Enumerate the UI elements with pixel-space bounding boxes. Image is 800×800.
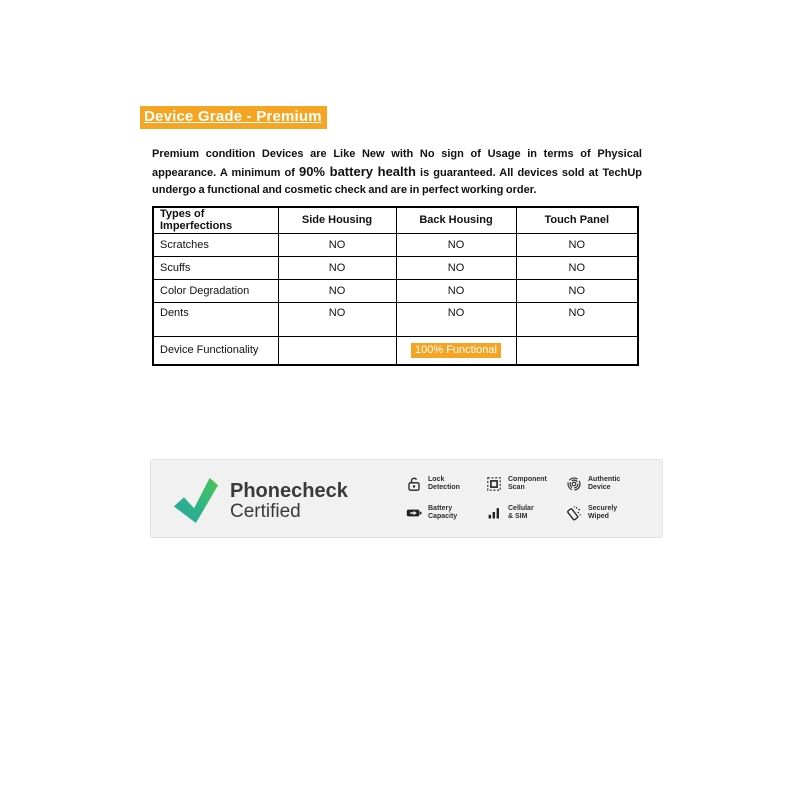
- table-cell: NO: [396, 302, 516, 336]
- row-label: Device Functionality: [153, 336, 278, 365]
- table-cell: NO: [278, 256, 396, 279]
- table-cell: NO: [516, 256, 638, 279]
- table-cell: NO: [396, 279, 516, 302]
- battery-capacity-icon: [406, 505, 422, 521]
- feature-label: Battery Capacity: [428, 504, 458, 520]
- phonecheck-certified-label: Certified: [230, 501, 301, 522]
- feature-authentic-device: [566, 473, 646, 495]
- phonecheck-certified-badge: [150, 459, 663, 538]
- functional-status-badge: 100% Functional: [411, 343, 501, 358]
- authentic-device-icon: [566, 476, 582, 492]
- phonecheck-checkmark-logo: [172, 475, 218, 525]
- table-cell: NO: [516, 279, 638, 302]
- page-title: [140, 106, 327, 129]
- row-label: Scuffs: [153, 256, 278, 279]
- lock-detection-icon: [406, 476, 422, 492]
- feature-cellular-sim: [486, 502, 566, 524]
- feature-label: Authentic Device: [588, 475, 621, 491]
- feature-securely-wiped: [566, 502, 646, 524]
- feature-battery-capacity: [406, 502, 486, 524]
- row-label: Dents: [153, 302, 278, 336]
- table-cell: NO: [278, 279, 396, 302]
- cellular-sim-icon: [486, 505, 502, 521]
- page-title-text: Device Grade - Premium: [144, 108, 322, 125]
- row-label: Color Degradation: [153, 279, 278, 302]
- feature-label: Lock Detection: [428, 475, 460, 491]
- description-paragraph: [152, 146, 642, 199]
- column-header-side-housing: Side Housing: [278, 207, 396, 233]
- table-cell: [396, 336, 516, 365]
- feature-label: Component Scan: [508, 475, 547, 491]
- description-part2: is guaranteed. All devices sold at TechUp undergo a functional and cosmetic check and are in perfect working order.: [152, 167, 643, 196]
- brand-block: [230, 481, 348, 522]
- feature-lock-detection: [406, 473, 486, 495]
- feature-label: Securely Wiped: [588, 504, 618, 520]
- securely-wiped-icon: [566, 505, 582, 521]
- feature-label: Cellular & SIM: [508, 504, 534, 520]
- column-header-back-housing: Back Housing: [396, 207, 516, 233]
- component-scan-icon: [486, 476, 502, 492]
- imperfections-table: [152, 206, 639, 366]
- table-row-dents: [153, 302, 638, 336]
- description-part1: Premium condition Devices are Like New with No sign of Usage in terms of Physical appearance. A minimum of: [152, 148, 642, 179]
- feature-component-scan: [486, 473, 566, 495]
- table-row-scuffs: [153, 256, 638, 279]
- column-header-touch-panel: Touch Panel: [516, 207, 638, 233]
- table-cell: NO: [278, 233, 396, 256]
- phonecheck-brand-name: Phonecheck: [230, 480, 348, 502]
- table-cell: [516, 336, 638, 365]
- table-row-scratches: [153, 233, 638, 256]
- table-header-row: [153, 207, 638, 233]
- row-label: Scratches: [153, 233, 278, 256]
- table-row-device-functionality: [153, 336, 638, 365]
- table-cell: NO: [396, 256, 516, 279]
- table-cell: [278, 336, 396, 365]
- table-cell: NO: [278, 302, 396, 336]
- column-header-types: Types of Imperfections: [153, 207, 278, 233]
- certification-features: [406, 473, 646, 524]
- table-cell: NO: [516, 233, 638, 256]
- table-cell: NO: [516, 302, 638, 336]
- table-cell: NO: [396, 233, 516, 256]
- battery-health-emphasis: 90% battery health: [298, 164, 416, 179]
- table-row-color-degradation: [153, 279, 638, 302]
